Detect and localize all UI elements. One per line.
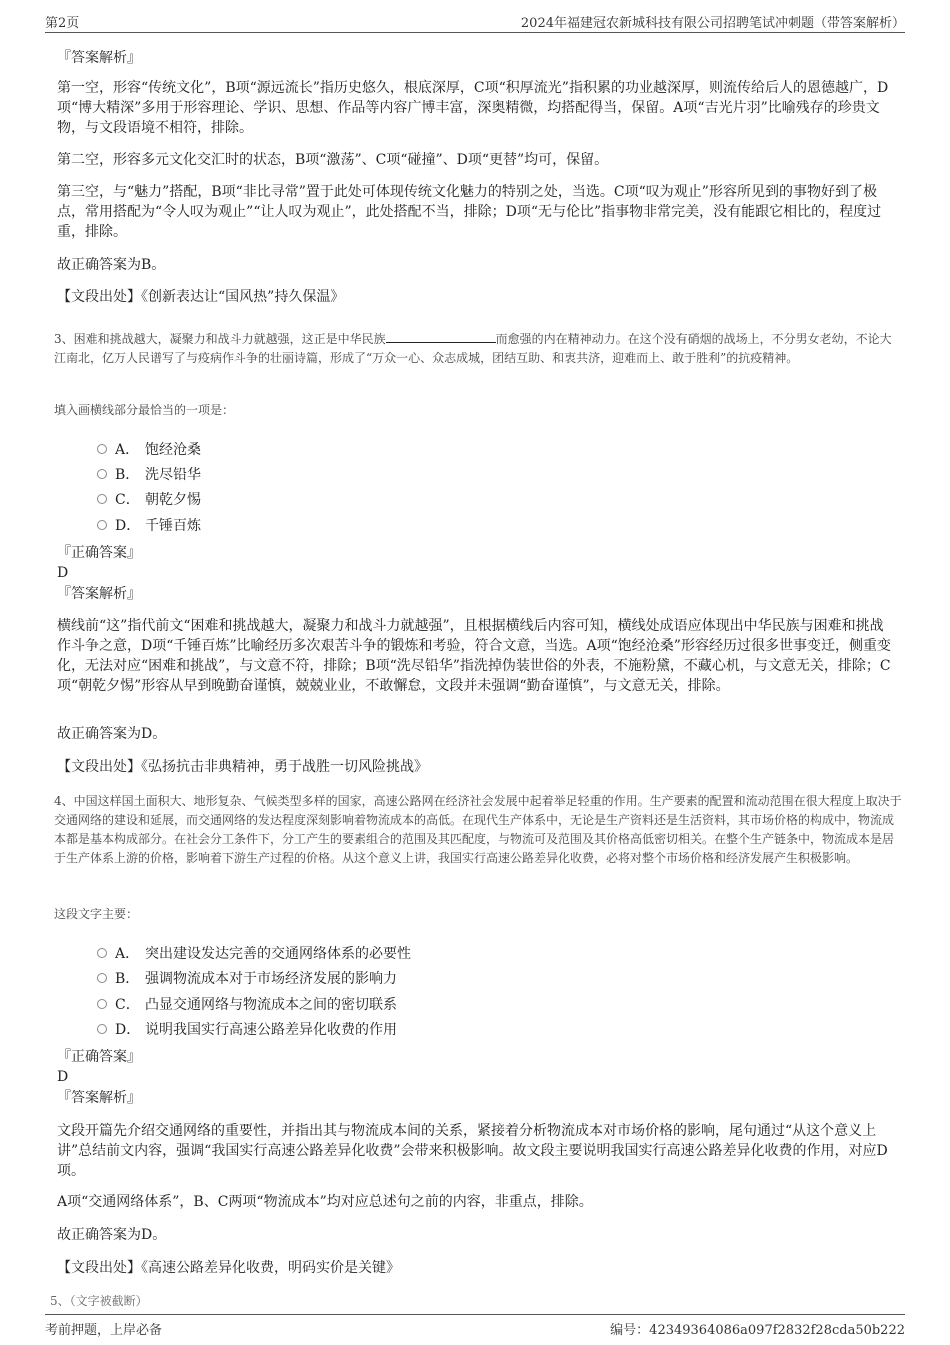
radio-icon[interactable] (97, 948, 107, 958)
analysis-label: 『答案解析』 (57, 586, 141, 602)
question-stem-part: 3、困难和挑战越大，凝聚力和战斗力就越强，这正是中华民族 (54, 332, 386, 346)
option-b[interactable]: B． 洗尽铅华 (97, 464, 201, 484)
option-b[interactable]: B． 强调物流成本对于市场经济发展的影响力 (97, 968, 397, 988)
radio-icon[interactable] (97, 494, 107, 504)
option-c[interactable]: C． 朝乾夕惕 (97, 489, 201, 509)
truncated-next-question: 5、（文字被截断） (50, 1294, 148, 1308)
analysis-label: 『答案解析』 (57, 1090, 141, 1106)
question-prompt: 填入画横线部分最恰当的一项是： (54, 403, 235, 417)
analysis-paragraph: A项“交通网络体系”，B、C两项“物流成本”均对应总述句之前的内容，非重点，排除。 (57, 1194, 593, 1210)
option-d[interactable]: D． 说明我国实行高速公路差异化收费的作用 (97, 1019, 397, 1039)
document-title: 2024年福建冠农新城科技有限公司招聘笔试冲刺题（带答案解析） (520, 16, 905, 31)
radio-icon[interactable] (97, 469, 107, 479)
radio-icon[interactable] (97, 520, 107, 530)
radio-icon[interactable] (97, 999, 107, 1009)
question-stem-part: 而愈强的内在精神动力。在这个没有硝烟的战场上，不分男女老幼，不论大江南北，亿万人民谱写了与疫病作斗争的壮丽诗篇，形成了“万众一心、众志成城，团结互助、和衷共济，迎难而上、敢于胜利”的抗疫精神。 (54, 332, 892, 365)
radio-icon[interactable] (97, 444, 107, 454)
analysis-paragraph: 第二空，形容多元文化交汇时的状态，B项“激荡”、C项“碰撞”、D项“更替”均可，保留。 (57, 152, 609, 168)
conclusion: 故正确答案为B。 (57, 257, 166, 273)
question-stem (54, 330, 902, 368)
option-d[interactable]: D． 千锤百炼 (97, 515, 201, 535)
document-id: 编号：42349364086a097f2832f28cda50b222 (610, 1323, 905, 1338)
radio-icon[interactable] (97, 973, 107, 983)
option-a[interactable]: A． 突出建设发达完善的交通网络体系的必要性 (97, 943, 411, 963)
footer-slogan: 考前押题，上岸必备 (45, 1323, 163, 1338)
fill-blank (386, 330, 496, 343)
correct-answer: D (57, 1069, 69, 1085)
analysis-label: 『答案解析』 (57, 50, 141, 66)
radio-icon[interactable] (97, 1024, 107, 1034)
correct-answer: D (57, 565, 69, 581)
analysis-paragraph: 第三空，与“魅力”搭配，B项“非比寻常”置于此处可体现传统文化魅力的特别之处，当选。C项“叹为观止”形容所见到的事物好到了极点，常用搭配为“令人叹为观止”“让人叹为观止”，此处搭配不当，排除；D项“无与伦比”指事物非常完美，没有能跟它相比的，程度过重，排除。 (57, 184, 882, 240)
conclusion: 故正确答案为D。 (57, 726, 167, 742)
page-footer (45, 1314, 905, 1339)
analysis-paragraph: 文段开篇先介绍交通网络的重要性，并指出其与物流成本间的关系，紧接着分析物流成本对市场价格的影响，尾句通过“从这个意义上讲”总结前文内容，强调“我国实行高速公路差异化收费”会带来积极影响。故文段主要说明我国实行高速公路差异化收费的作用，对应D项。 (57, 1123, 888, 1179)
analysis-paragraph: 横线前“这”指代前文“困难和挑战越大，凝聚力和战斗力就越强”，且根据横线后内容可知，横线处成语应体现出中华民族与困难和挑战作斗争之意，D项“千锤百炼”比喻经历多次艰苦斗争的锻炼和考验，符合文意，当选。A项“饱经沧桑”形容经历过很多世事变迁，侧重变化，无法对应“困难和挑战”，与文意不符，排除；B项“洗尽铅华”指洗掉伪装世俗的外表，不施粉黛，不藏心机，与文意无关，排除；C项“朝乾夕惕”形容从早到晚勤奋谨慎，兢兢业业，不敢懈怠，文段并未强调“勤奋谨慎”，与文意无关，排除。 (57, 618, 891, 694)
page-header (45, 12, 905, 33)
conclusion: 故正确答案为D。 (57, 1227, 167, 1243)
correct-answer-label: 『正确答案』 (57, 1049, 141, 1065)
source-citation: 【文段出处】《创新表达让“国风热”持久保温》 (57, 289, 345, 305)
question-stem: 4、中国这样国土面积大、地形复杂、气候类型多样的国家，高速公路网在经济社会发展中起着举足轻重的作用。生产要素的配置和流动范围在很大程度上取决于交通网络的建设和延展，而交通网络的发达程度深刻影响着物流成本的高低。在现代生产体系中，无论是生产资料还是生活资料，其市场价格的构成中，物流成本都是基本构成部分。在社会分工条件下，分工产生的要素组合的范围及其匹配度，与物流可及范围及其价格高低密切相关。在整个生产链条中，物流成本是居于生产体系上游的价格，影响着下游生产过程的价格。从这个意义上讲，我国实行高速公路差异化收费，必将对整个市场价格和经济发展产生积极影响。 (54, 794, 902, 865)
question-prompt: 这段文字主要： (54, 907, 139, 921)
page-number: 第2页 (45, 16, 80, 31)
option-a[interactable]: A． 饱经沧桑 (97, 439, 201, 459)
correct-answer-label: 『正确答案』 (57, 545, 141, 561)
source-citation: 【文段出处】《弘扬抗击非典精神，勇于战胜一切风险挑战》 (57, 759, 428, 775)
analysis-paragraph: 第一空，形容“传统文化”，B项“源远流长”指历史悠久，根底深厚，C项“积厚流光”指积累的功业越深厚，则流传给后人的恩德越广，D项“博大精深”多用于形容理论、学识、思想、作品等内容广博丰富，深奥精微，均搭配得当，保留。A项“吉光片羽”比喻残存的珍贵文物，与文段语境不相符，排除。 (57, 80, 889, 136)
source-citation: 【文段出处】《高速公路差异化收费，明码实价是关键》 (57, 1260, 400, 1276)
option-c[interactable]: C． 凸显交通网络与物流成本之间的密切联系 (97, 994, 397, 1014)
